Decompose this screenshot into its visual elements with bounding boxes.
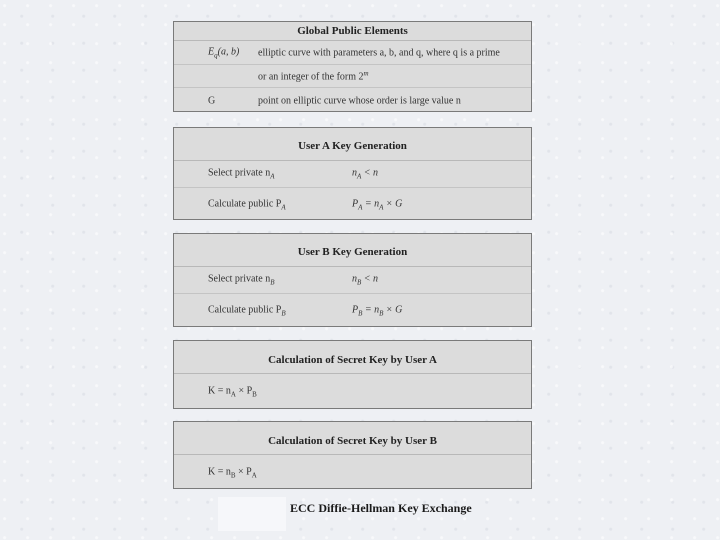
global-public-elements-panel <box>173 21 532 112</box>
user-a-select-label: Select private $n_A$ <box>208 167 275 181</box>
global-curve-row-2 <box>174 65 531 88</box>
point-symbol: G <box>208 95 216 107</box>
user-a-calc-row <box>174 188 531 221</box>
secret-b-panel-title: Calculation of Secret Key by User B <box>174 422 531 455</box>
user-a-panel-title: User A Key Generation <box>174 128 531 161</box>
figure-caption: ECC Diffie-Hellman Key Exchange <box>290 501 472 515</box>
secret-a-panel-title: Calculation of Secret Key by User A <box>174 341 531 374</box>
caption-background-strip <box>218 497 286 531</box>
user-a-select-condition: $n_A < n$ <box>352 167 379 181</box>
curve-description-line2: or an integer of the form 2$^m$ <box>258 69 369 83</box>
user-a-calc-label: Calculate public $P_A$ <box>208 198 286 211</box>
global-curve-row-1 <box>174 41 531 65</box>
user-a-key-generation-panel <box>173 127 532 220</box>
secret-key-user-a-panel <box>173 340 532 409</box>
user-b-calc-label: Calculate public $P_B$ <box>208 304 286 317</box>
user-b-calc-formula: $P_B = n_B \times G$ <box>352 304 403 317</box>
user-b-key-generation-panel <box>173 233 532 327</box>
user-b-select-condition: $n_B < n$ <box>352 273 379 287</box>
user-b-calc-row <box>174 294 531 327</box>
secret-key-user-b-panel <box>173 421 532 489</box>
secret-b-formula: $K = n_B \times P_A$ <box>208 466 257 479</box>
user-b-select-label: Select private $n_B$ <box>208 273 275 287</box>
secret-a-formula: $K = n_A \times P_B$ <box>208 385 257 398</box>
global-panel-title: Global Public Elements <box>174 22 531 41</box>
user-a-calc-formula: $P_A = n_A \times G$ <box>352 198 403 211</box>
secret-b-formula-row <box>174 455 531 490</box>
point-description: point on elliptic curve whose order is large value n <box>258 95 461 107</box>
curve-symbol: $E_q(a$, b) <box>208 46 240 59</box>
secret-a-formula-row <box>174 374 531 409</box>
user-b-panel-title: User B Key Generation <box>174 234 531 267</box>
curve-description-line1: elliptic curve with parameters a, b, and q, where q is a prime <box>258 47 500 58</box>
user-a-select-row <box>174 161 531 188</box>
global-point-row <box>174 88 531 114</box>
user-b-select-row <box>174 267 531 294</box>
